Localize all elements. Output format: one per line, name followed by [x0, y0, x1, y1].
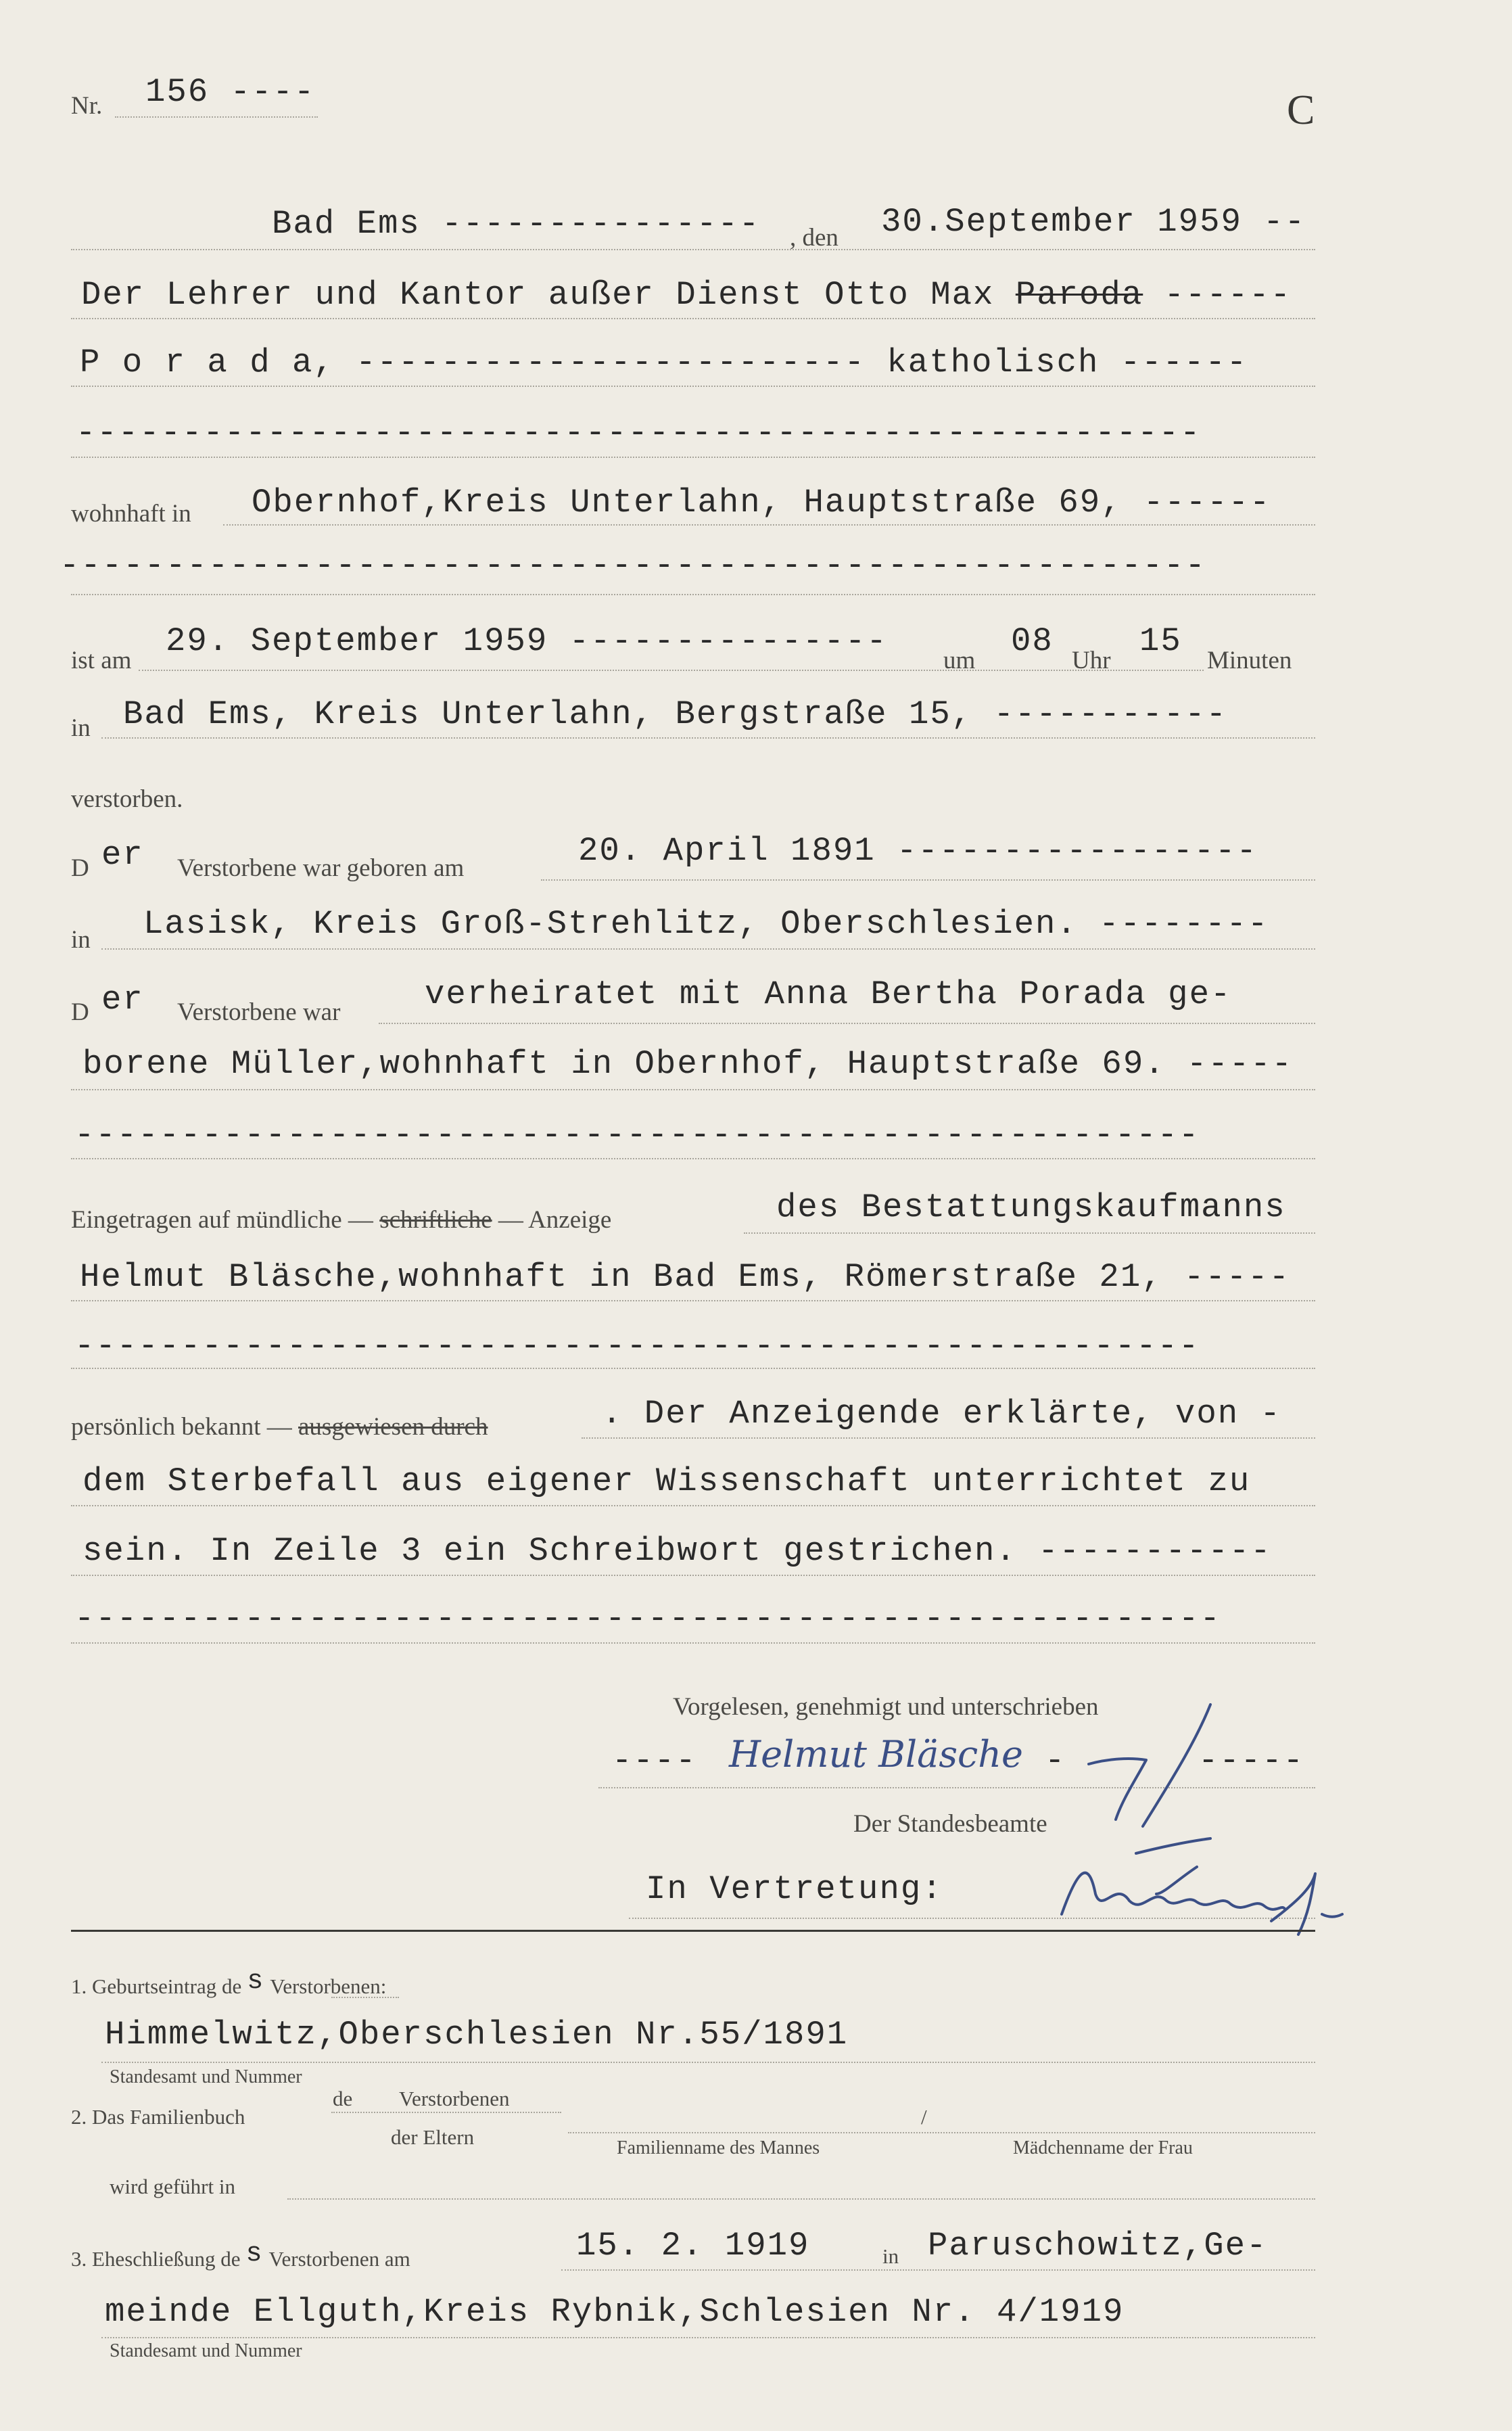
dotline-25 [331, 2112, 561, 2113]
note-2-gefuehrt: wird geführt in [110, 2175, 235, 2198]
birth-er: er [101, 836, 144, 874]
note-3-date: 15. 2. 1919 [576, 2227, 810, 2265]
report-line-2: Helmut Bläsche,wohnhaft in Bad Ems, Römerstraße 21, ----- [80, 1258, 1291, 1296]
note-3-in: in [882, 2244, 899, 2268]
place: Bad Ems --------------- [272, 205, 761, 243]
sig-dash-right: ----- [1198, 1742, 1305, 1780]
note-2-mann: Familienname des Mannes [617, 2137, 820, 2158]
dotline-14 [744, 1232, 1315, 1234]
identity-line-3: sein. In Zeile 3 ein Schreibwort gestrichen. ----------- [82, 1532, 1272, 1570]
dotline-29 [101, 2337, 1315, 2338]
birth-d-label: D [71, 854, 89, 882]
dotline-28 [561, 2269, 1315, 2271]
dotline-23 [331, 1997, 399, 1998]
note-2-label: 2. Das Familienbuch [71, 2105, 245, 2129]
verstorben-label: verstorben. [71, 785, 183, 813]
person-line-2: P o r a d a, ------------------------ katholisch ------ [80, 344, 1248, 381]
register-letter: C [1287, 87, 1315, 133]
identity-line-2: dem Sterbefall aus eigener Wissenschaft unterrichtet zu [82, 1462, 1251, 1500]
official-signature [1041, 1691, 1407, 1948]
note-3-place: Paruschowitz,Ge- [928, 2227, 1268, 2265]
identity-line-4: ------------------------------------------------------ [74, 1600, 1221, 1638]
dotline-3 [71, 386, 1315, 387]
dotline-24 [101, 2062, 1315, 2063]
dotline-7 [139, 670, 1204, 671]
note-2-verstorbenen: Verstorbenen [399, 2087, 510, 2110]
dotline-18 [71, 1505, 1315, 1506]
war-label: Verstorbene war [177, 998, 341, 1026]
sig-dash-left: ---- [612, 1742, 697, 1780]
section-divider [71, 1930, 1315, 1932]
vertretung-label: In Vertretung: [646, 1870, 943, 1908]
report-value-1: des Bestattungskaufmanns [776, 1188, 1286, 1226]
death-in-label: in [71, 714, 91, 742]
birth-place: Lasisk, Kreis Groß-Strehlitz, Oberschlesien. -------- [143, 905, 1269, 943]
dotline-27 [287, 2198, 1315, 2200]
dotline-13 [71, 1158, 1315, 1159]
dotline-26 [568, 2132, 1315, 2133]
dotline-19 [71, 1575, 1315, 1576]
dotline-5 [223, 524, 1315, 526]
residence-cont: ------------------------------------------------------ [60, 547, 1206, 584]
standesbeamte-label: Der Standesbeamte [853, 1810, 1047, 1838]
marital-line-3: ----------------------------------------------------- [74, 1116, 1200, 1154]
dotline-12 [71, 1089, 1315, 1090]
um-label: um [943, 647, 976, 674]
birth-in-label: in [71, 926, 91, 954]
identity-value-1: . Der Anzeigende erklärte, von - [602, 1395, 1281, 1433]
note-1-value: Himmelwitz,Oberschlesien Nr.55/1891 [105, 2016, 849, 2054]
register-number: 156 ---- [145, 73, 316, 111]
geboren-label: Verstorbene war geboren am [177, 854, 465, 882]
nr-label: Nr. [71, 92, 103, 120]
person-line-3: ----------------------------------------------------- [76, 414, 1202, 452]
residence-value: Obernhof,Kreis Unterlahn, Hauptstraße 69, ------ [252, 484, 1271, 522]
bekannt-label: persönlich bekannt — ausgewiesen durch [71, 1413, 488, 1441]
document-date: 30.September 1959 -- [881, 203, 1306, 241]
dotline-10 [101, 948, 1315, 950]
dotline-11 [379, 1023, 1315, 1024]
note-2-slash: / [921, 2105, 927, 2129]
birth-date: 20. April 1891 ----------------- [578, 832, 1258, 870]
ist-am-label: ist am [71, 647, 132, 674]
note-3-caption: Standesamt und Nummer [110, 2340, 302, 2361]
dotline-9 [541, 879, 1315, 881]
note-2-de: de [333, 2087, 353, 2110]
note-2-eltern: der Eltern [391, 2125, 475, 2149]
minuten-label: Minuten [1207, 647, 1292, 674]
note-3-label: 3. Eheschließung de s Verstorbenen am [71, 2239, 410, 2271]
marital-er: er [101, 981, 144, 1019]
dotline-8 [101, 737, 1315, 739]
vorgelesen-label: Vorgelesen, genehmigt und unterschrieben [673, 1693, 1099, 1721]
wohnhaft-label: wohnhaft in [71, 500, 191, 528]
dotline-17 [582, 1437, 1315, 1439]
death-minutes: 15 [1139, 622, 1182, 660]
death-hour: 08 [1011, 622, 1054, 660]
dotline-16 [71, 1368, 1315, 1369]
struck-name: Paroda [1015, 276, 1143, 314]
den-label: , den [790, 224, 838, 252]
uhr-label: Uhr [1072, 647, 1111, 674]
dotline-1 [71, 249, 1315, 250]
dotline-15 [71, 1300, 1315, 1301]
marital-d-label: D [71, 998, 89, 1026]
death-place: Bad Ems, Kreis Unterlahn, Bergstraße 15, ----------- [123, 695, 1228, 733]
dotline-2 [71, 318, 1315, 319]
note-1-label: 1. Geburtseintrag de s Verstorbenen: [71, 1966, 387, 1998]
note-3-line-2: meinde Ellguth,Kreis Rybnik,Schlesien Nr. 4/1919 [105, 2293, 1125, 2331]
informant-signature: Helmut Bläsche [729, 1733, 1024, 1776]
death-date: 29. September 1959 --------------- [166, 622, 888, 660]
note-1-caption: Standesamt und Nummer [110, 2066, 302, 2087]
note-2-frau: Mädchenname der Frau [1013, 2137, 1193, 2158]
nr-dotline [115, 116, 318, 118]
dotline-20 [71, 1642, 1315, 1644]
eingetragen-label: Eingetragen auf mündliche — schriftliche — Anzeige [71, 1206, 612, 1234]
sig-dash-mid: - [1045, 1742, 1066, 1780]
marital-line-1: verheiratet mit Anna Bertha Porada ge- [425, 975, 1232, 1013]
report-line-3: ----------------------------------------------------- [74, 1327, 1200, 1365]
person-line-1: Der Lehrer und Kantor außer Dienst Otto Max Paroda ------ [81, 276, 1292, 314]
marital-line-2: borene Müller,wohnhaft in Obernhof, Hauptstraße 69. ----- [82, 1045, 1294, 1083]
dotline-4 [71, 457, 1315, 458]
dotline-6 [71, 594, 1315, 595]
